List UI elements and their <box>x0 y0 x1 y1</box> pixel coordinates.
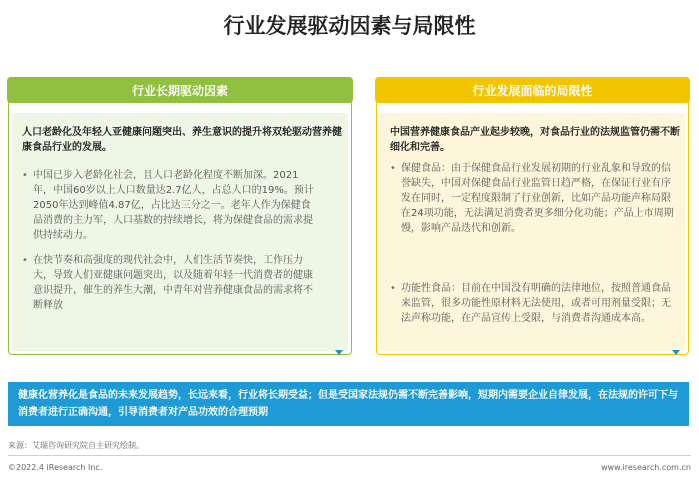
drivers-bullet-subhealth <box>22 253 318 313</box>
corner-arrow-icon <box>672 350 680 355</box>
limitations-bullet-functional-food-text: 功能性食品：目前在中国没有明确的法律地位，按照普通食品来监管，很多功能性原材料无法使用，或者可用剂量受限；无法声称功能，在产品宣传上受限，与消费者沟通成本高。 <box>401 283 671 324</box>
conclusion-banner: 健康化营养化是食品的未来发展趋势，长远来看，行业将长期受益；但是受国家法规仍需不断完善影响，短期内需要企业自律发展，在法规的许可下与消费者进行正确沟通，引导消费者对产品功效的合理预期 <box>8 382 689 426</box>
source-note: 来源：艾瑞咨询研究院自主研究绘制。 <box>8 441 144 450</box>
limitations-panel <box>376 78 689 355</box>
bullet-dot-icon: • <box>390 163 396 174</box>
website-link[interactable]: www.iresearch.com.cn <box>601 463 691 472</box>
corner-arrow-icon <box>335 350 343 355</box>
page-title: 行业发展驱动因素与局限性 <box>223 14 476 38</box>
drivers-lead-text: 人口老龄化及年轻人亚健康问题突出、养生意识的提升将双轮驱动营养健康食品行业的发展。 <box>22 127 342 153</box>
footer-divider <box>8 455 691 456</box>
bullet-dot-icon: • <box>22 170 28 181</box>
limitations-panel-header: 行业发展面临的局限性 <box>375 77 690 103</box>
bullet-dot-icon: • <box>22 255 28 266</box>
drivers-bullet-aging <box>22 168 318 243</box>
limitations-bullet-health-food-text: 保健食品：由于保健食品行业发展初期的行业乱象和导致的信誉缺失，中国对保健食品行业监管日趋严格，在保证行业有序发在同时，一定程度限制了行业创新，比如产品功能声称局限在24项功能，无法满足消费者更多细分化功能；产品上市周期慢，影响产品迭代和创新。 <box>401 163 674 234</box>
limitations-panel-body <box>380 113 685 351</box>
limitations-bullet-health-food <box>390 161 680 236</box>
drivers-panel-header: 行业长期驱动因素 <box>7 77 353 103</box>
drivers-bullet-aging-text: 中国已步入老龄化社会，且人口老龄化程度不断加深。2021年，中国60岁以上人口数量达2.7亿人，占总人口的19%。预计2050年达到峰值4.87亿，占比达三分之一。老年人作为保健食品消费的主力军，人口基数的持续增长，将为保健食品的需求提供持续动力。 <box>33 170 314 241</box>
bullet-dot-icon: • <box>390 283 396 294</box>
drivers-bullet-subhealth-text: 在快节奏和高强度的现代社会中，人们生活节奏快，工作压力大，导致人们亚健康问题突出，以及随着年轻一代消费者的健康意识提升，催生的养生大潮，中青年对营养健康食品的需求将不断释放 <box>33 255 313 311</box>
copyright-text: ©2022.4 iResearch Inc. <box>8 463 103 472</box>
limitations-lead-text: 中国营养健康食品产业起步较晚，对食品行业的法规监管仍需不断细化和完善。 <box>390 127 680 153</box>
limitations-bullet-functional-food <box>390 281 680 326</box>
drivers-panel-body <box>12 113 348 351</box>
drivers-panel <box>8 78 352 355</box>
